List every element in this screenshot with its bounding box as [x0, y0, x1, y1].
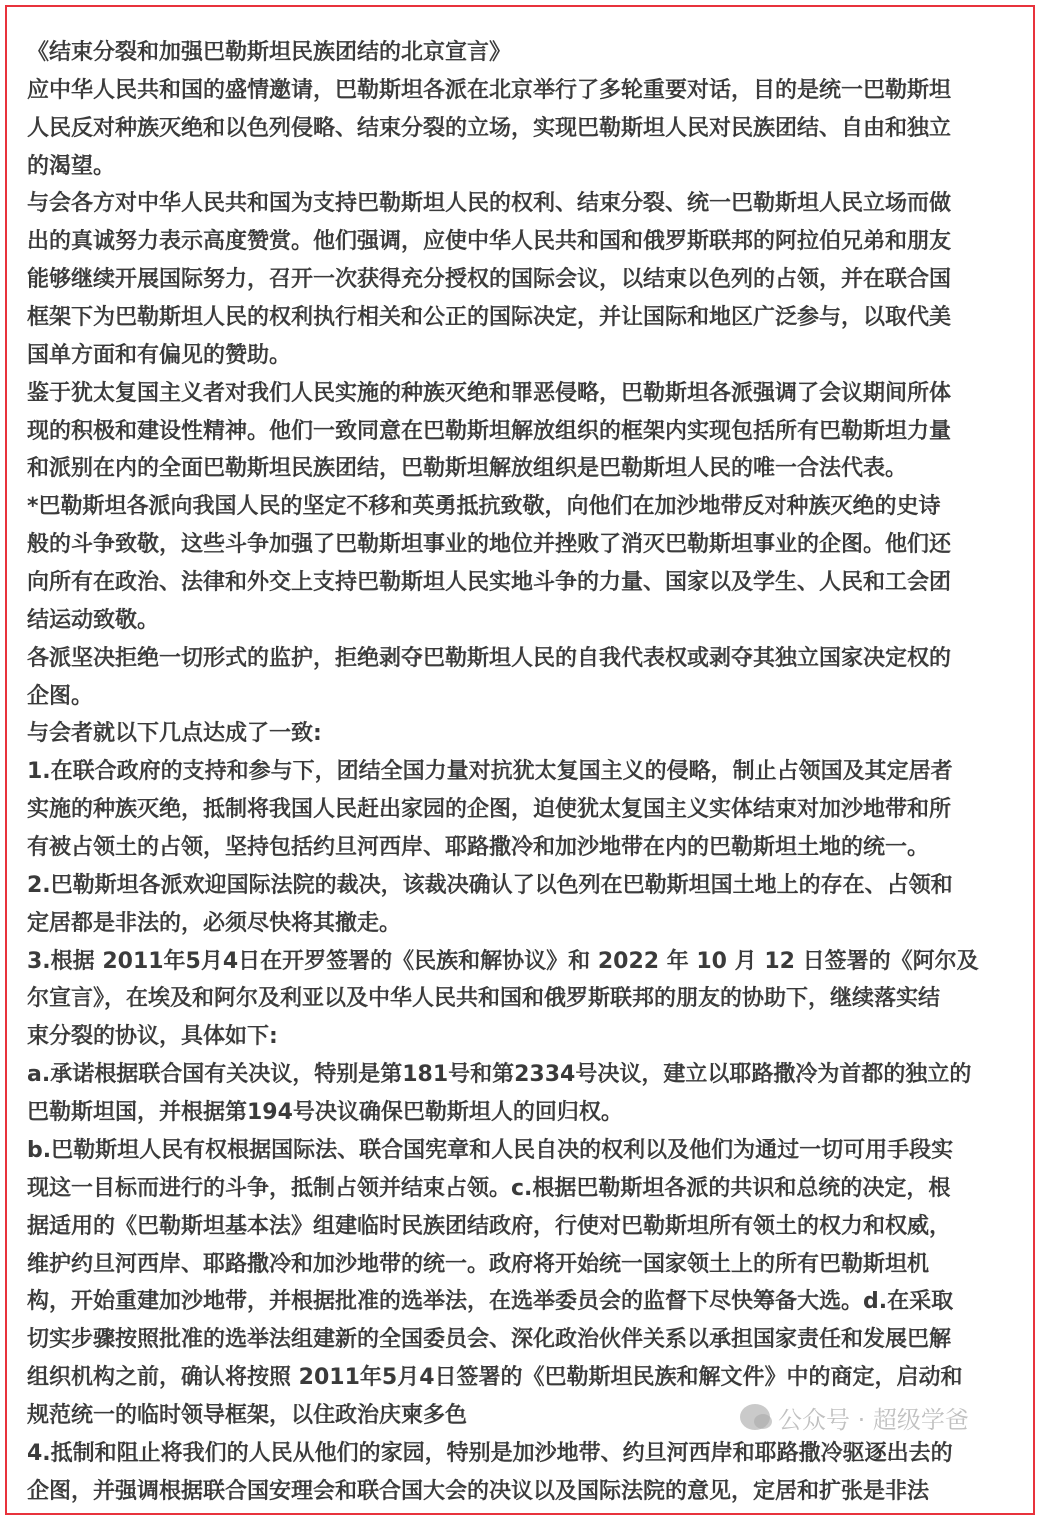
text-line: 1.在联合政府的支持和参与下，团结全国力量对抗犹太复国主义的侵略，制止占领国及其定居者 [27, 759, 953, 785]
text-line: 与会各方对中华人民共和国为支持巴勒斯坦人民的权利、结束分裂、统一巴勒斯坦人民立场而做 [27, 191, 952, 217]
text-line: 构，开始重建加沙地带，并根据批准的选举法，在选举委员会的监督下尽快筹备大选。d.在采取 [27, 1289, 954, 1315]
text-line: 企图。 [27, 683, 94, 709]
text-line: 实施的种族灭绝，抵制将我国人民赶出家园的企图，迫使犹太复国主义实体结束对加沙地带和所 [27, 797, 952, 823]
text-line: 维护约旦河西岸、耶路撒冷和加沙地带的统一。政府将开始统一国家领土上的所有巴勒斯坦机 [27, 1251, 930, 1277]
text-line: a.承诺根据联合国有关决议，特别是第181号和第2334号决议，建立以耶路撒冷为首都的独立的 [27, 1062, 972, 1088]
text-line: 有被占领土的占领，坚持包括约旦河西岸、耶路撒冷和加沙地带在内的巴勒斯坦土地的统一。 [27, 835, 930, 861]
text-line: 据适用的《巴勒斯坦基本法》组建临时民族团结政府，行使对巴勒斯坦所有领土的权力和权威， [27, 1213, 952, 1239]
text-line: 规范统一的临时领导框架，以住政治庆柬多色 [27, 1402, 468, 1428]
text-line: 3.根据 2011年5月4日在开罗签署的《民族和解协议》和 2022 年 10 月 12 日签署的《阿尔及 [27, 948, 979, 974]
watermark-text: 公众号 · 超级学爸 [778, 1405, 969, 1434]
text-line: 和派别在内的全面巴勒斯坦民族团结，巴勒斯坦解放组织是巴勒斯坦人民的唯一合法代表。 [27, 456, 908, 482]
text-line: 组织机构之前，确认将按照 2011年5月4日签署的《巴勒斯坦民族和解文件》中的商定，启动和 [27, 1365, 963, 1391]
wechat-icon [740, 1404, 770, 1430]
text-line: 定居都是非法的，必须尽快将其撤走。 [27, 910, 402, 936]
text-line: 现的积极和建设性精神。他们一致同意在巴勒斯坦解放组织的框架内实现包括所有巴勒斯坦力量 [27, 418, 952, 444]
text-line: 能够继续开展国际努力，召开一次获得充分授权的国际会议，以结束以色列的占领，并在联合国 [27, 267, 952, 293]
watermark [740, 1400, 969, 1434]
text-line: b.巴勒斯坦人民有权根据国际法、联合国宪章和人民自决的权利以及他们为通过一切可用手段实 [27, 1137, 954, 1163]
text-line: 与会者就以下几点达成了一致: [27, 721, 322, 747]
document-title: 《结束分裂和加强巴勒斯坦民族团结的北京宣言》 [27, 40, 512, 65]
text-line: 国单方面和有偏见的赞助。 [27, 342, 292, 368]
text-line: 出的真诚努力表示高度赞赏。他们强调，应使中华人民共和国和俄罗斯联邦的阿拉伯兄弟和朋友 [27, 229, 952, 255]
text-line: 现这一目标而进行的斗争，抵制占领并结束占领。c.根据巴勒斯坦各派的共识和总统的决定，根 [27, 1175, 951, 1201]
declaration-text [27, 34, 1027, 1511]
text-line: 切实步骤按照批准的选举法组建新的全国委员会、深化政治伙伴关系以承担国家责任和发展巴解 [27, 1327, 952, 1353]
text-line: 的渴望。 [27, 153, 116, 179]
text-line: 2.巴勒斯坦各派欢迎国际法院的裁决，该裁决确认了以色列在巴勒斯坦国土地上的存在、占领和 [27, 872, 953, 898]
text-line: 4.抵制和阻止将我们的人民从他们的家园，特别是加沙地带、约旦河西岸和耶路撒冷驱逐出去的 [27, 1440, 953, 1466]
text-line: 应中华人民共和国的盛情邀请，巴勒斯坦各派在北京举行了多轮重要对话，目的是统一巴勒斯坦 [27, 77, 952, 103]
text-line: 鉴于犹太复国主义者对我们人民实施的种族灭绝和罪恶侵略，巴勒斯坦各派强调了会议期间所体 [27, 380, 952, 406]
text-line: *巴勒斯坦各派向我国人民的坚定不移和英勇抵抗致敬，向他们在加沙地带反对种族灭绝的史诗 [27, 494, 941, 520]
text-line: 般的斗争致敬，这些斗争加强了巴勒斯坦事业的地位并挫败了消灭巴勒斯坦事业的企图。他们还 [27, 532, 952, 558]
text-line: 框架下为巴勒斯坦人民的权利执行相关和公正的国际决定，并让国际和地区广泛参与，以取代美 [27, 305, 952, 331]
text-line: 巴勒斯坦国，并根据第194号决议确保巴勒斯坦人的回归权。 [27, 1100, 623, 1126]
text-line: 结运动致敬。 [27, 607, 160, 633]
text-line: 尔宣言》，在埃及和阿尔及利亚以及中华人民共和国和俄罗斯联邦的朋友的协助下，继续落实结 [27, 986, 941, 1012]
text-line: 束分裂的协议，具体如下: [27, 1024, 278, 1050]
text-line: 企图，并强调根据联合国安理会和联合国大会的决议以及国际法院的意见，定居和扩张是非法 [27, 1478, 930, 1504]
text-line: 人民反对种族灭绝和以色列侵略、结束分裂的立场，实现巴勒斯坦人民对民族团结、自由和独立 [27, 115, 952, 141]
text-line: 向所有在政治、法律和外交上支持巴勒斯坦人民实地斗争的力量、国家以及学生、人民和工会团 [27, 570, 952, 596]
text-line: 各派坚决拒绝一切形式的监护，拒绝剥夺巴勒斯坦人民的自我代表权或剥夺其独立国家决定权的 [27, 645, 952, 671]
